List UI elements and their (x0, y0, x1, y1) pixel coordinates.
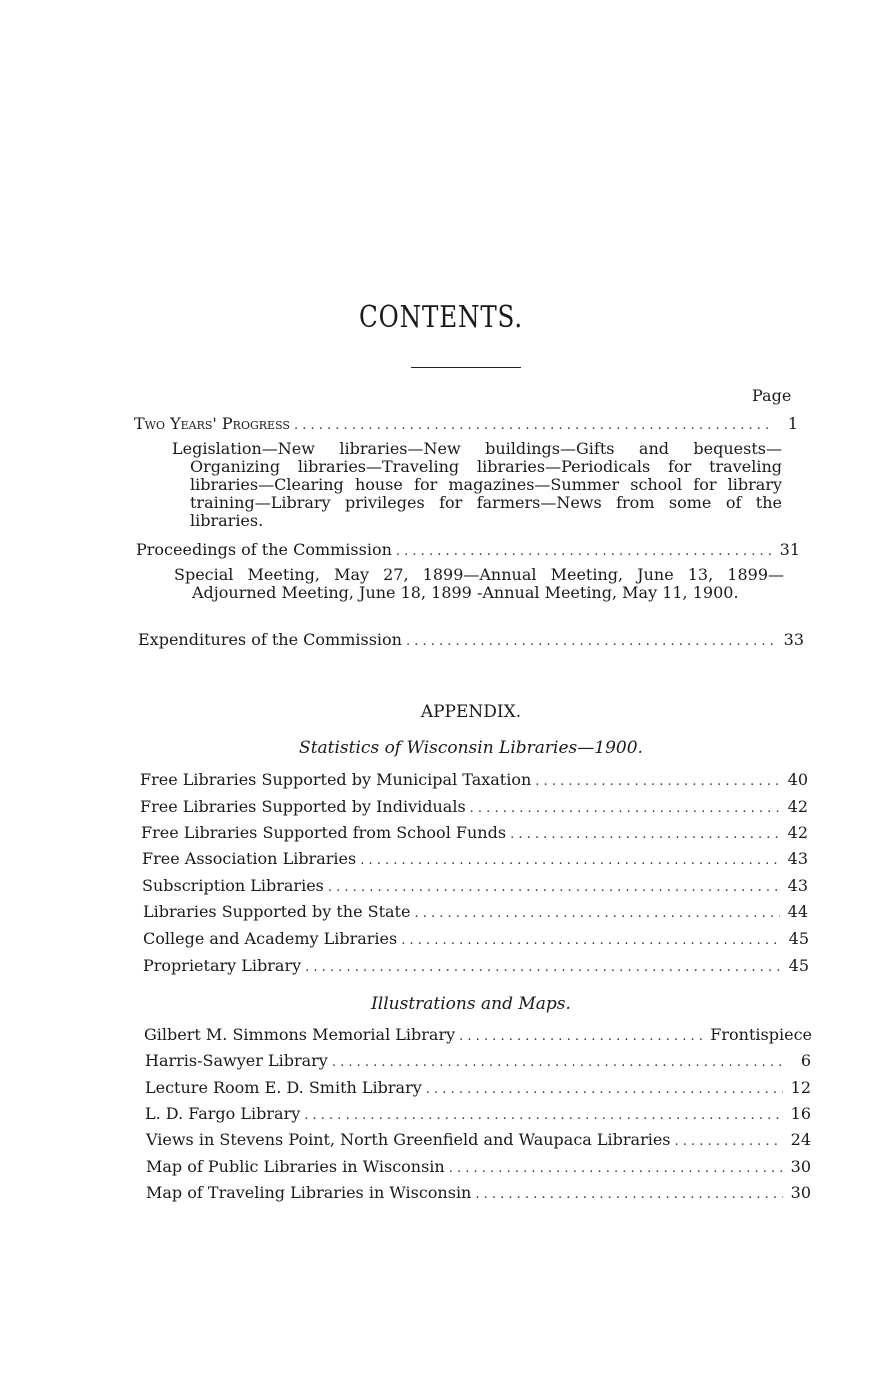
leader-dots (332, 1053, 783, 1073)
toc-entry-illustration[interactable] (146, 1183, 811, 1205)
toc-entry-page: 1 (787, 414, 798, 433)
toc-entry-description: Special Meeting, May 27, 1899—Annual Meeting, June 13, 1899—Adjourned Meeting, June 18, 1899 -Annual Meeting, May 11, 1900. (174, 565, 784, 602)
page-title: CONTENTS. (359, 300, 523, 335)
leader-dots (535, 772, 780, 792)
toc-entry-stat[interactable] (140, 797, 808, 819)
toc-entry-illustration[interactable] (146, 1130, 811, 1152)
leader-dots (305, 958, 781, 978)
leader-dots (459, 1027, 706, 1047)
leader-dots (449, 1159, 783, 1179)
toc-entry-label: Views in Stevens Point, North Greenfield and Waupaca Libraries (146, 1130, 671, 1149)
toc-entry-label: Lecture Room E. D. Smith Library (145, 1078, 422, 1097)
toc-entry-page: 12 (790, 1078, 811, 1097)
toc-entry-stat[interactable] (143, 929, 809, 951)
toc-entry-stat[interactable] (140, 770, 808, 792)
toc-entry-label: Map of Public Libraries in Wisconsin (146, 1157, 445, 1176)
toc-entry-illustration[interactable] (145, 1104, 811, 1126)
leader-dots (470, 799, 780, 819)
leader-dots (328, 878, 780, 898)
toc-entry-label: Free Association Libraries (142, 849, 357, 868)
toc-entry-page: Frontispiece (710, 1025, 812, 1044)
toc-entry-illustration[interactable] (144, 1025, 812, 1047)
leader-dots (475, 1185, 783, 1205)
toc-entry-page: 24 (790, 1130, 811, 1149)
toc-entry-label: Free Libraries Supported by Municipal Taxation (140, 770, 532, 789)
toc-entry-illustration[interactable] (146, 1157, 811, 1179)
toc-entry-page: 42 (787, 823, 808, 842)
title-rule (411, 367, 521, 368)
toc-entry-label: Harris-Sawyer Library (145, 1051, 328, 1070)
toc-entry-page: 31 (779, 540, 800, 559)
toc-entry-page: 44 (787, 902, 808, 921)
toc-entry-label: Subscription Libraries (142, 876, 324, 895)
toc-entry-label: College and Academy Libraries (143, 929, 398, 948)
illustrations-heading: Illustrations and Maps. (371, 994, 571, 1014)
leader-dots (396, 542, 772, 562)
page-column-label: Page (752, 386, 792, 405)
toc-entry-page: 6 (800, 1051, 811, 1070)
leader-dots (414, 904, 780, 924)
toc-entry-description: Legislation—New libraries—New buildings—Gifts and bequests—Organizing libraries—Traveling libraries—Periodicals for traveling libraries—Clearing house for magazines—Summer school for library training—Library privileges for farmers—News from some of the libraries. (172, 439, 782, 530)
statistics-heading: Statistics of Wisconsin Libraries—1900. (299, 738, 643, 758)
toc-entry-page: 43 (787, 849, 808, 868)
toc-entry-label: Map of Traveling Libraries in Wisconsin (146, 1183, 472, 1202)
toc-entry-label: Libraries Supported by the State (143, 902, 411, 921)
toc-entry-two-years-progress[interactable] (134, 414, 798, 436)
toc-entry-label: Proprietary Library (143, 956, 302, 975)
leader-dots (406, 632, 776, 652)
toc-entry-illustration[interactable] (145, 1051, 811, 1073)
toc-entry-expenditures[interactable] (138, 630, 804, 652)
toc-entry-page: 40 (787, 770, 808, 789)
toc-entry-label: Two Years' Progress (134, 414, 290, 433)
toc-entry-stat[interactable] (142, 876, 808, 898)
toc-entry-label: Expenditures of the Commission (138, 630, 402, 649)
toc-entry-page: 16 (790, 1104, 811, 1123)
toc-entry-label: Free Libraries Supported from School Funds (141, 823, 507, 842)
toc-entry-page: 42 (787, 797, 808, 816)
toc-entry-page: 45 (788, 929, 809, 948)
leader-dots (401, 931, 781, 951)
toc-entry-illustration[interactable] (145, 1078, 811, 1100)
toc-entry-page: 30 (790, 1157, 811, 1176)
leader-dots (294, 416, 770, 436)
toc-entry-label: L. D. Fargo Library (145, 1104, 301, 1123)
appendix-heading: APPENDIX. (420, 702, 522, 722)
toc-entry-page: 45 (788, 956, 809, 975)
toc-entry-label: Gilbert M. Simmons Memorial Library (144, 1025, 456, 1044)
toc-entry-stat[interactable] (142, 849, 808, 871)
toc-entry-page: 43 (787, 876, 808, 895)
toc-entry-stat[interactable] (143, 902, 808, 924)
toc-entry-page: 33 (783, 630, 804, 649)
toc-entry-stat[interactable] (141, 823, 808, 845)
leader-dots (360, 851, 780, 871)
leader-dots (426, 1080, 783, 1100)
toc-entry-page: 30 (790, 1183, 811, 1202)
toc-entry-label: Free Libraries Supported by Individuals (140, 797, 466, 816)
toc-entry-stat[interactable] (143, 956, 809, 978)
leader-dots (675, 1132, 783, 1152)
leader-dots (510, 825, 780, 845)
toc-entry-proceedings[interactable] (136, 540, 800, 562)
leader-dots (304, 1106, 783, 1126)
toc-entry-label: Proceedings of the Commission (136, 540, 392, 559)
